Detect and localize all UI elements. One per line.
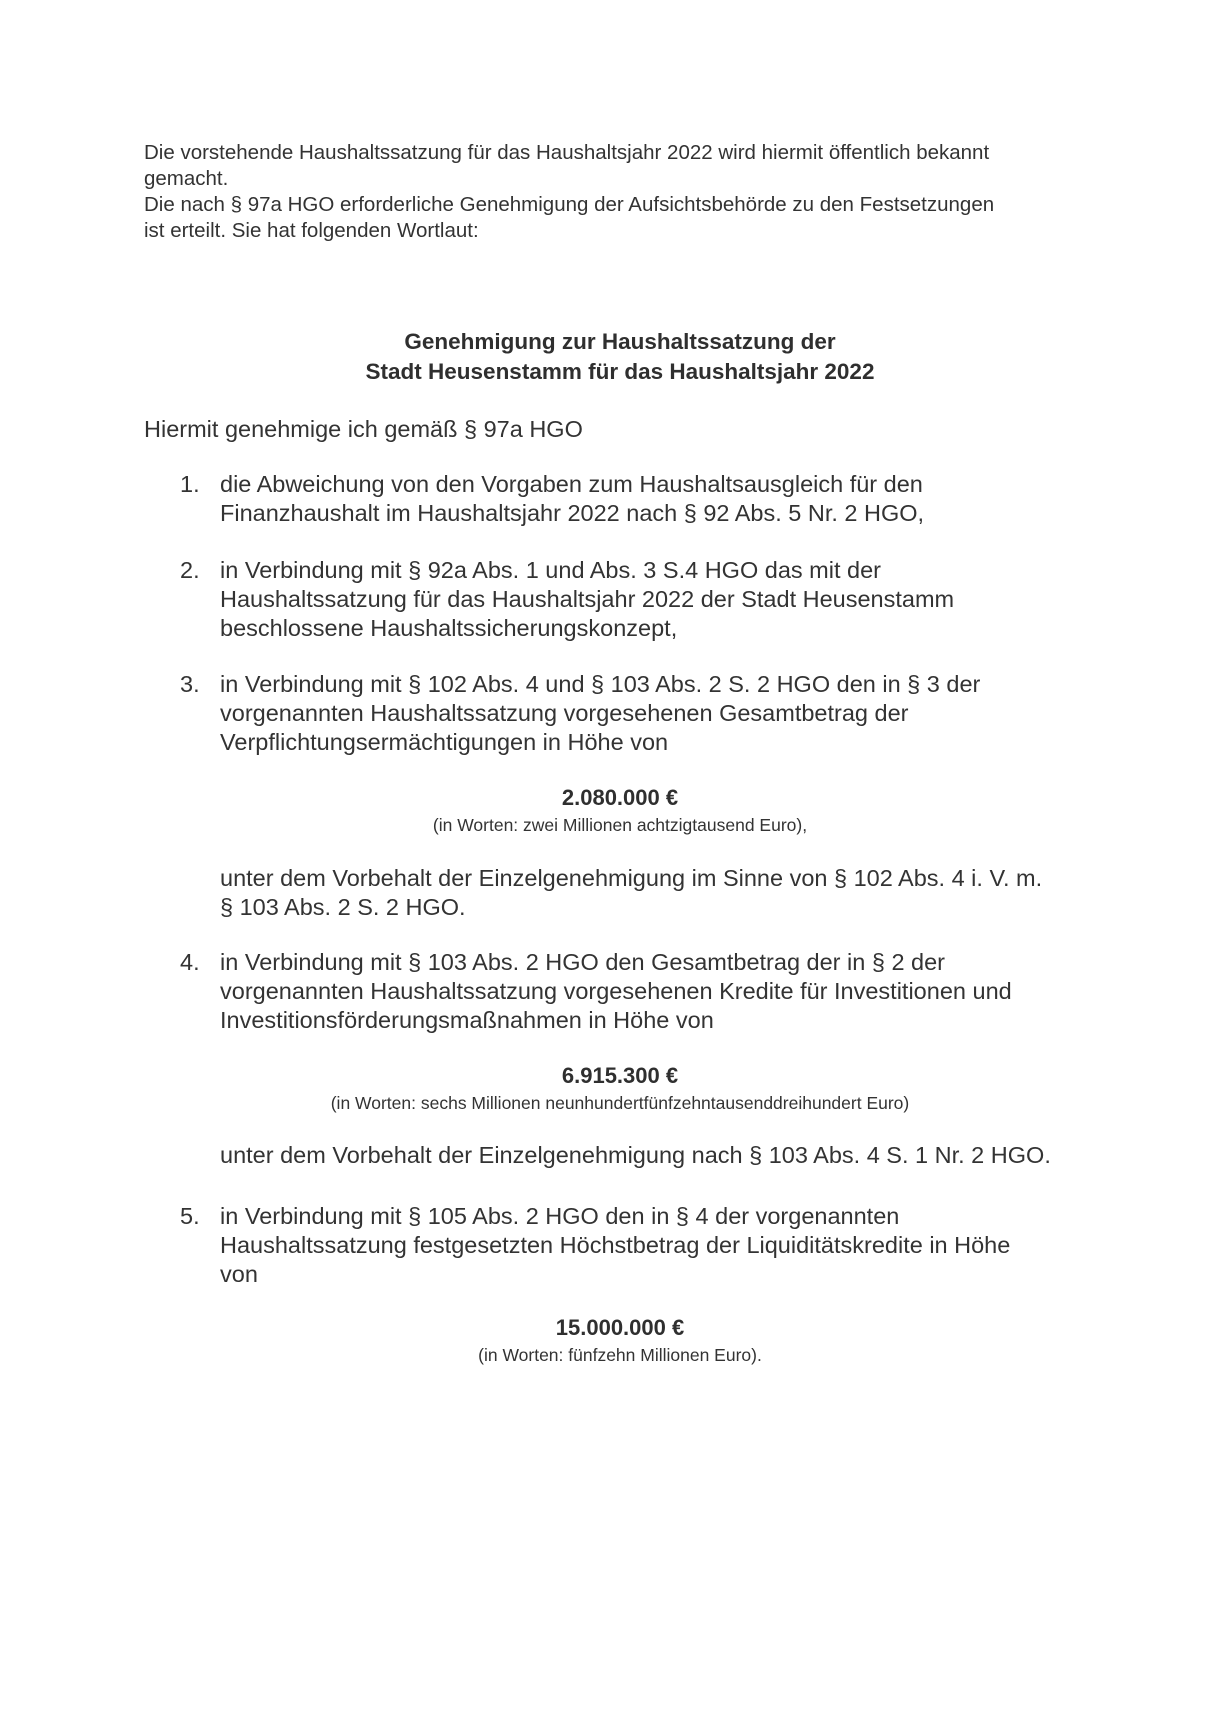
amount-in-words: (in Worten: fünfzehn Millionen Euro). [478, 1345, 762, 1365]
continuation-line: unter dem Vorbehalt der Einzelgenehmigung im Sinne von § 102 Abs. 4 i. V. m. [220, 865, 1043, 891]
item-line: Investitionsförderungsmaßnahmen in Höhe von [220, 1007, 714, 1033]
item-line: die Abweichung von den Vorgaben zum Haushaltsausgleich für den [220, 471, 923, 497]
intro-line: Die nach § 97a HGO erforderliche Genehmigung der Aufsichtsbehörde zu den Festsetzungen [144, 193, 995, 216]
list-item-4 [180, 948, 1100, 1035]
item-number: 3. [180, 671, 200, 697]
list-item-5 [180, 1202, 1100, 1289]
intro-line: Die vorstehende Haushaltssatzung für das Haushaltsjahr 2022 wird hiermit öffentlich bekannt [144, 141, 990, 164]
item-line: in Verbindung mit § 103 Abs. 2 HGO den Gesamtbetrag der in § 2 der [220, 949, 946, 975]
item-number: 5. [180, 1203, 200, 1229]
item-continuation [220, 1141, 1120, 1170]
item-line: in Verbindung mit § 102 Abs. 4 und § 103 Abs. 2 S. 2 HGO den in § 3 der [220, 671, 981, 697]
item-number: 4. [180, 949, 200, 975]
item-number: 1. [180, 471, 200, 497]
item-line: in Verbindung mit § 105 Abs. 2 HGO den in § 4 der vorgenannten [220, 1203, 900, 1229]
amount-value: 2.080.000 € [561, 785, 679, 810]
item-line: beschlossene Haushaltssicherungskonzept, [220, 615, 678, 641]
amount-value: 15.000.000 € [555, 1315, 685, 1340]
item-line: Haushaltssatzung festgesetzten Höchstbetrag der Liquiditätskredite in Höhe [220, 1232, 1011, 1258]
list-item-3 [180, 670, 1100, 757]
intro-paragraph [144, 140, 1104, 244]
item-line: vorgenannten Haushaltssatzung vorgesehenen Kredite für Investitionen und [220, 978, 1012, 1004]
item-line: Finanzhaushalt im Haushaltsjahr 2022 nach § 92 Abs. 5 Nr. 2 HGO, [220, 500, 925, 526]
continuation-line: unter dem Vorbehalt der Einzelgenehmigung nach § 103 Abs. 4 S. 1 Nr. 2 HGO. [220, 1142, 1051, 1168]
list-item-2 [180, 556, 1100, 643]
title-line: Stadt Heusenstamm für das Haushaltsjahr 2022 [365, 359, 875, 384]
intro-line: ist erteilt. Sie hat folgenden Wortlaut: [144, 219, 479, 242]
item-line: Verpflichtungsermächtigungen in Höhe von [220, 729, 669, 755]
item-line: von [220, 1261, 258, 1287]
lead-sentence: Hiermit genehmige ich gemäß § 97a HGO [144, 416, 583, 442]
item-continuation [220, 864, 1120, 922]
item-number: 2. [180, 557, 200, 583]
item-line: vorgenannten Haushaltssatzung vorgesehenen Gesamtbetrag der [220, 700, 909, 726]
amount-in-words: (in Worten: zwei Millionen achtzigtausend Euro), [432, 815, 808, 835]
continuation-line: § 103 Abs. 2 S. 2 HGO. [220, 894, 466, 920]
item-line: Haushaltssatzung für das Haushaltsjahr 2022 der Stadt Heusenstamm [220, 586, 955, 612]
amount-value: 6.915.300 € [561, 1063, 679, 1088]
list-item-1 [180, 470, 1100, 528]
amount-in-words: (in Worten: sechs Millionen neunhundertfünfzehntausenddreihundert Euro) [330, 1093, 910, 1113]
intro-line: gemacht. [144, 167, 229, 190]
item-line: in Verbindung mit § 92a Abs. 1 und Abs. 3 S.4 HGO das mit der [220, 557, 881, 583]
document-title [200, 327, 1040, 387]
title-line: Genehmigung zur Haushaltssatzung der [404, 329, 836, 354]
